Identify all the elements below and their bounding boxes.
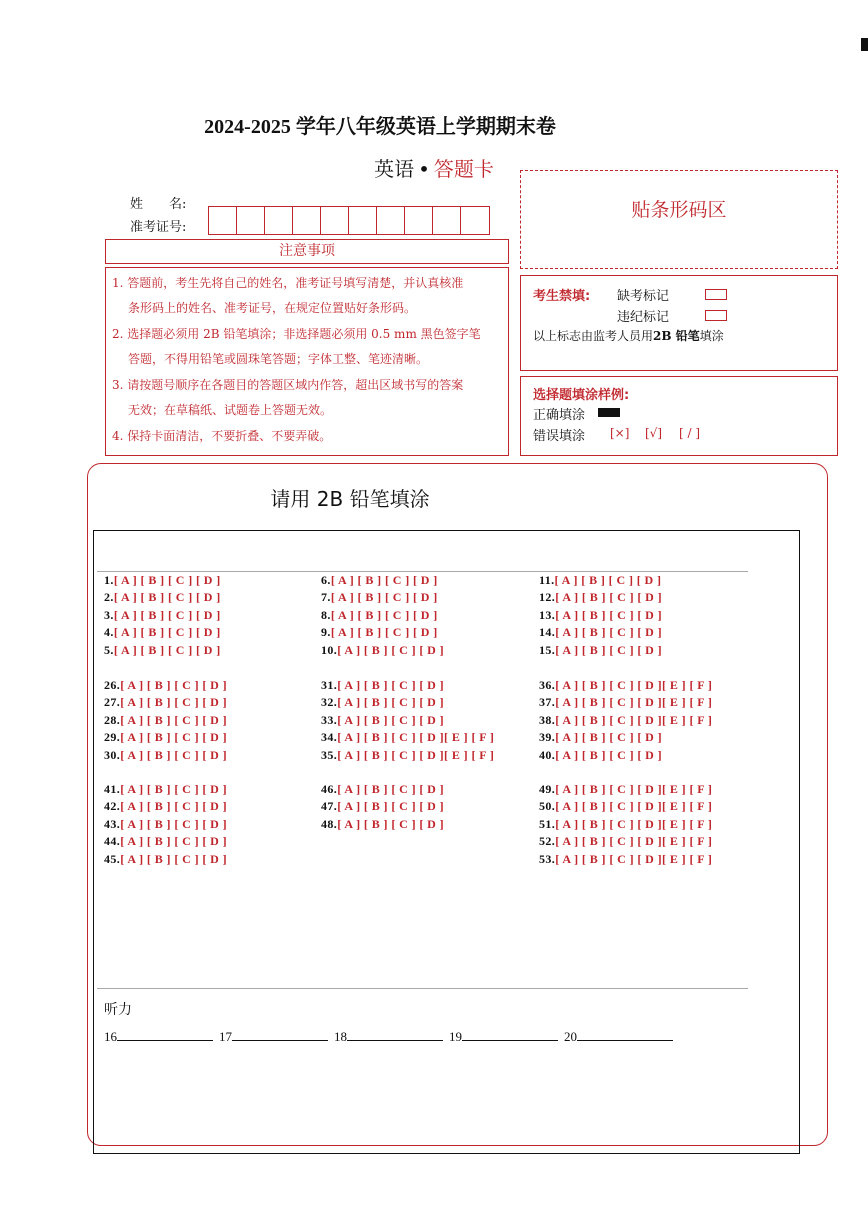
question-row[interactable] (104, 625, 221, 640)
id-label: 准考证号: (130, 220, 187, 235)
question-number: 43. (104, 816, 121, 831)
correct-fill-sample (598, 408, 620, 417)
question-number: 34. (321, 730, 338, 745)
answer-options[interactable]: [ A ] [ B ] [ C ] [ D ][ E ] [ F ] (337, 730, 495, 745)
exam-title: 2024-2025 学年八年级英语上学期期末卷 (204, 116, 556, 138)
question-row[interactable] (539, 799, 712, 814)
wrong-mark-x: [×] (610, 426, 630, 440)
question-row[interactable] (539, 782, 712, 797)
notice-line: 答题，不得用铅笔或圆珠笔答题；字体工整、笔迹清晰。 (128, 352, 429, 366)
question-number: 53. (539, 851, 556, 866)
answer-options[interactable]: [ A ] [ B ] [ C ] [ D ] (120, 712, 228, 727)
question-number: 30. (104, 747, 121, 762)
notice-line: 1. 答题前，考生先将自己的姓名，准考证号填写清楚，并认真核准 (112, 276, 464, 290)
question-number: 28. (104, 712, 121, 727)
forbid-note-suffix: 填涂 (699, 329, 724, 343)
answer-options[interactable]: [ A ] [ B ] [ C ] [ D ] (555, 607, 663, 622)
question-row[interactable] (539, 852, 712, 867)
question-row[interactable] (539, 678, 712, 693)
answer-options[interactable]: [ A ] [ B ] [ C ] [ D ] (555, 625, 663, 640)
answer-options[interactable]: [ A ] [ B ] [ C ] [ D ] (330, 607, 438, 622)
answer-options[interactable]: [ A ] [ B ] [ C ] [ D ] (330, 573, 438, 587)
answer-options[interactable]: [ A ] [ B ] [ C ] [ D ] (555, 590, 663, 605)
answer-options[interactable]: [ A ] [ B ] [ C ] [ D ] (555, 730, 663, 745)
answer-line[interactable] (347, 1028, 443, 1041)
answer-options[interactable]: [ A ] [ B ] [ C ] [ D ][ E ] [ F ] (555, 851, 713, 866)
listening-answer-blank[interactable] (449, 1028, 558, 1045)
question-row[interactable] (321, 817, 444, 832)
listening-item-number: 19 (449, 1029, 462, 1044)
question-number: 1. (104, 573, 114, 587)
question-number: 42. (104, 799, 121, 814)
absent-label: 缺考标记 (617, 289, 670, 304)
question-number: 13. (539, 607, 556, 622)
question-number: 27. (104, 695, 121, 710)
answer-line[interactable] (577, 1028, 673, 1041)
question-row[interactable] (539, 713, 712, 728)
answer-options[interactable]: [ A ] [ B ] [ C ] [ D ] (120, 834, 228, 849)
question-number: 41. (104, 782, 121, 796)
question-number: 49. (539, 782, 556, 796)
answer-options[interactable]: [ A ] [ B ] [ C ] [ D ] (120, 799, 228, 814)
listening-item-number: 18 (334, 1029, 347, 1044)
question-row[interactable] (321, 799, 444, 814)
question-row[interactable] (321, 678, 444, 693)
answer-line[interactable] (462, 1028, 558, 1041)
question-row[interactable] (321, 748, 494, 763)
question-row[interactable] (539, 643, 662, 658)
question-row[interactable] (539, 834, 712, 849)
question-row[interactable] (104, 730, 227, 745)
question-row[interactable] (104, 748, 227, 763)
question-number: 15. (539, 642, 556, 657)
question-number: 26. (104, 678, 121, 692)
question-number: 40. (539, 747, 556, 762)
answer-options[interactable]: [ A ] [ B ] [ C ] [ D ] (330, 590, 438, 605)
notice-line: 条形码上的姓名、准考证号，在规定位置贴好条形码。 (128, 301, 417, 315)
violation-label: 违纪标记 (617, 310, 670, 325)
listening-item-number: 16 (104, 1029, 117, 1044)
answer-options[interactable]: [ A ] [ B ] [ C ] [ D ] (113, 573, 221, 587)
id-digit-box[interactable] (265, 207, 293, 234)
answer-line[interactable] (232, 1028, 328, 1041)
question-number: 4. (104, 625, 114, 640)
sample-title: 选择题填涂样例: (533, 388, 630, 403)
wrong-mark-slash: [ / ] (679, 426, 701, 440)
listening-item-number: 17 (219, 1029, 232, 1044)
question-number: 46. (321, 782, 338, 796)
answer-options[interactable]: [ A ] [ B ] [ C ] [ D ][ E ] [ F ] (555, 834, 713, 849)
question-row[interactable] (539, 590, 662, 605)
listening-answer-blank[interactable] (334, 1028, 443, 1045)
question-row[interactable] (539, 817, 712, 832)
answer-options[interactable]: [ A ] [ B ] [ C ] [ D ][ E ] [ F ] (555, 782, 713, 796)
wrong-mark-check: [√] (645, 426, 663, 440)
answer-options[interactable]: [ A ] [ B ] [ C ] [ D ] (337, 816, 445, 831)
answer-options[interactable]: [ A ] [ B ] [ C ] [ D ] (337, 782, 445, 796)
name-label: 姓 名: (130, 197, 187, 212)
barcode-label: 贴条形码区 (631, 199, 727, 221)
question-number: 29. (104, 730, 121, 745)
listening-answer-blank[interactable] (564, 1028, 673, 1045)
forbid-note (533, 327, 724, 344)
question-row[interactable] (104, 852, 227, 867)
forbid-note-prefix: 以上标志由监考人员用 (533, 329, 654, 343)
corner-mark (861, 38, 868, 51)
question-number: 2. (104, 590, 114, 605)
answer-options[interactable]: [ A ] [ B ] [ C ] [ D ] (120, 816, 228, 831)
question-number: 7. (321, 590, 331, 605)
answer-options[interactable]: [ A ] [ B ] [ C ] [ D ][ E ] [ F ] (555, 799, 713, 814)
notice-box (105, 267, 509, 456)
question-number: 47. (321, 799, 338, 814)
answer-options[interactable]: [ A ] [ B ] [ C ] [ D ] (113, 625, 221, 640)
id-digit-box[interactable] (405, 207, 433, 234)
question-row[interactable] (321, 573, 438, 588)
listening-label: 听力 (104, 1002, 132, 1018)
answer-options[interactable]: [ A ] [ B ] [ C ] [ D ] (120, 678, 228, 692)
forbid-note-bold: 2B 铅笔 (653, 329, 700, 343)
answer-options[interactable]: [ A ] [ B ] [ C ] [ D ] (113, 607, 221, 622)
absent-mark-box[interactable] (705, 289, 727, 300)
answer-card-label: 答题卡 (433, 157, 494, 181)
question-number: 50. (539, 799, 556, 814)
answer-options[interactable]: [ A ] [ B ] [ C ] [ D ] (113, 642, 221, 657)
id-digit-box[interactable] (433, 207, 461, 234)
answer-options[interactable]: [ A ] [ B ] [ C ] [ D ] (337, 678, 445, 692)
question-number: 32. (321, 695, 338, 710)
answer-options[interactable]: [ A ] [ B ] [ C ] [ D ] (120, 747, 228, 762)
question-row[interactable] (539, 730, 662, 745)
question-number: 8. (321, 607, 331, 622)
listening-item-number: 20 (564, 1029, 577, 1044)
id-digit-box[interactable] (293, 207, 321, 234)
answer-options[interactable]: [ A ] [ B ] [ C ] [ D ][ E ] [ F ] (555, 816, 713, 831)
answer-options[interactable]: [ A ] [ B ] [ C ] [ D ] (330, 625, 438, 640)
question-row[interactable] (104, 573, 221, 588)
answer-options[interactable]: [ A ] [ B ] [ C ] [ D ] (337, 695, 445, 710)
answer-options[interactable]: [ A ] [ B ] [ C ] [ D ][ E ] [ F ] (555, 712, 713, 727)
violation-mark-box[interactable] (705, 310, 727, 321)
question-row[interactable] (539, 625, 662, 640)
question-row[interactable] (321, 625, 438, 640)
answer-options[interactable]: [ A ] [ B ] [ C ] [ D ][ E ] [ F ] (337, 747, 495, 762)
question-number: 31. (321, 678, 338, 692)
notice-line: 无效；在草稿纸、试题卷上答题无效。 (128, 403, 333, 417)
id-digit-box[interactable] (461, 207, 489, 234)
listening-answer-blank[interactable] (219, 1028, 328, 1045)
question-number: 6. (321, 573, 331, 587)
question-row[interactable] (104, 799, 227, 814)
question-row[interactable] (539, 695, 712, 710)
id-number-boxes[interactable] (208, 206, 490, 235)
question-number: 9. (321, 625, 331, 640)
question-number: 36. (539, 678, 556, 692)
question-row[interactable] (104, 817, 227, 832)
listening-answer-blank[interactable] (104, 1028, 213, 1045)
answer-line[interactable] (117, 1028, 213, 1041)
subject-label: 英语 (374, 157, 415, 181)
answer-options[interactable]: [ A ] [ B ] [ C ] [ D ] (337, 642, 445, 657)
notice-line: 2. 选择题必须用 2B 铅笔填涂；非选择题必须用 0.5 mm 黑色签字笔 (112, 327, 481, 341)
question-row[interactable] (104, 678, 227, 693)
sample-box (520, 376, 838, 456)
notice-title: 注意事项 (105, 239, 509, 264)
answer-options[interactable]: [ A ] [ B ] [ C ] [ D ] (337, 712, 445, 727)
answer-options[interactable]: [ A ] [ B ] [ C ] [ D ] (555, 642, 663, 657)
question-number: 11. (539, 573, 555, 587)
question-row[interactable] (104, 643, 221, 658)
answer-options[interactable]: [ A ] [ B ] [ C ] [ D ][ E ] [ F ] (555, 678, 713, 692)
question-row[interactable] (104, 695, 227, 710)
question-row[interactable] (321, 608, 438, 623)
divider (97, 988, 748, 989)
question-row[interactable] (104, 608, 221, 623)
question-row[interactable] (104, 782, 227, 797)
question-number: 10. (321, 642, 338, 657)
question-number: 52. (539, 834, 556, 849)
question-number: 14. (539, 625, 556, 640)
question-number: 39. (539, 730, 556, 745)
question-number: 38. (539, 712, 556, 727)
divider (97, 571, 748, 572)
question-number: 48. (321, 816, 338, 831)
question-row[interactable] (321, 730, 494, 745)
wrong-label: 错误填涂 (533, 429, 586, 444)
question-number: 33. (321, 712, 338, 727)
question-row[interactable] (321, 713, 444, 728)
answer-options[interactable]: [ A ] [ B ] [ C ] [ D ] (555, 747, 663, 762)
id-digit-box[interactable] (377, 207, 405, 234)
question-number: 3. (104, 607, 114, 622)
question-row[interactable] (104, 590, 221, 605)
answer-options[interactable]: [ A ] [ B ] [ C ] [ D ] (120, 730, 228, 745)
pencil-instruction: 请用 2B 铅笔填涂 (270, 487, 430, 511)
answer-options[interactable]: [ A ] [ B ] [ C ] [ D ] (337, 799, 445, 814)
question-row[interactable] (539, 748, 662, 763)
question-row[interactable] (539, 608, 662, 623)
question-row[interactable] (321, 643, 444, 658)
question-number: 5. (104, 642, 114, 657)
answer-options[interactable]: [ A ] [ B ] [ C ] [ D ] (554, 573, 662, 587)
id-digit-box[interactable] (321, 207, 349, 234)
question-number: 12. (539, 590, 556, 605)
id-digit-box[interactable] (237, 207, 265, 234)
question-row[interactable] (321, 782, 444, 797)
notice-line: 4. 保持卡面清洁，不要折叠、不要弄破。 (112, 429, 332, 443)
question-row[interactable] (321, 695, 444, 710)
answer-options[interactable]: [ A ] [ B ] [ C ] [ D ][ E ] [ F ] (555, 695, 713, 710)
answer-options[interactable]: [ A ] [ B ] [ C ] [ D ] (120, 851, 228, 866)
question-row[interactable] (321, 590, 438, 605)
answer-options[interactable]: [ A ] [ B ] [ C ] [ D ] (120, 695, 228, 710)
question-number: 35. (321, 747, 338, 762)
correct-label: 正确填涂 (533, 408, 586, 423)
notice-line: 3. 请按题号顺序在各题目的答题区域内作答，超出区域书写的答案 (112, 378, 464, 392)
answer-options[interactable]: [ A ] [ B ] [ C ] [ D ] (113, 590, 221, 605)
forbid-box (520, 275, 838, 371)
answer-options[interactable]: [ A ] [ B ] [ C ] [ D ] (120, 782, 228, 796)
question-number: 45. (104, 851, 121, 866)
question-number: 44. (104, 834, 121, 849)
question-row[interactable] (539, 573, 661, 588)
id-digit-box[interactable] (209, 207, 237, 234)
forbid-title: 考生禁填: (533, 289, 591, 304)
question-row[interactable] (104, 713, 227, 728)
title-dot: • (418, 157, 430, 181)
question-number: 37. (539, 695, 556, 710)
question-number: 51. (539, 816, 556, 831)
id-digit-box[interactable] (349, 207, 377, 234)
question-row[interactable] (104, 834, 227, 849)
